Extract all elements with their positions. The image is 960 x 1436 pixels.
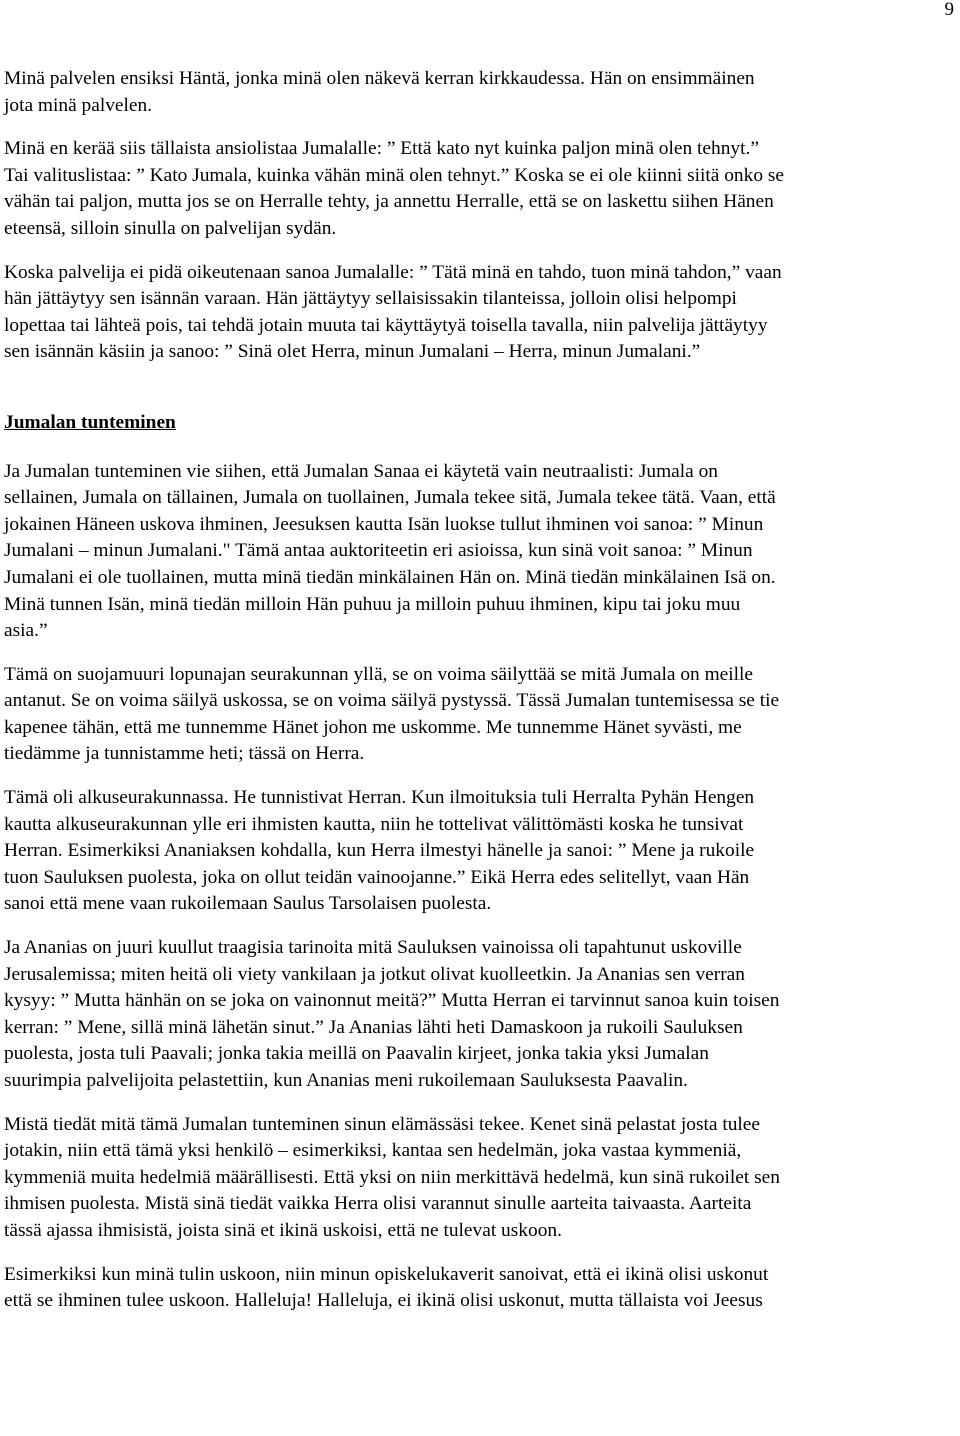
paragraph — [4, 935, 956, 1095]
text-line: lopettaa tai lähteä pois, tai tehdä jotain muuta tai käyttäytyä toisella tavalla, niin palvelija jättäytyy — [4, 314, 768, 336]
paragraph — [4, 136, 956, 242]
text-line: Jumalani ei ole tuollainen, mutta minä tiedän minkälainen Hän on. Minä tiedän minkälainen Isä on. — [4, 566, 776, 588]
text-line: Tai valituslistaa: ” Kato Jumala, kuinka vähän minä olen tehnyt.” Koska se ei ole kiinni siitä onko se — [4, 164, 785, 186]
paragraph — [4, 260, 956, 366]
text-line: tiedämme ja tunnistamme heti; tässä on Herra. — [4, 743, 365, 765]
text-line: sanoi että mene vaan rukoilemaan Saulus Tarsolaisen puolesta. — [4, 893, 492, 915]
text-line: Esimerkiksi kun minä tulin uskoon, niin minun opiskelukaverit sanoivat, että ei ikinä olisi uskonut — [4, 1263, 769, 1285]
text-line: jota minä palvelen. — [4, 94, 153, 116]
text-line: jokainen Häneen uskova ihminen, Jeesuksen kautta Isän luokse tullut ihminen voi sanoa: ” Minun — [4, 513, 764, 535]
paragraph — [4, 459, 956, 645]
text-line: eteensä, silloin sinulla on palvelijan sydän. — [4, 217, 337, 239]
text-line: jotakin, niin että tämä yksi henkilö – esimerkiksi, kantaa sen hedelmän, joka vastaa kymmeniä, — [4, 1140, 742, 1162]
text-line: Minä palvelen ensiksi Häntä, jonka minä olen näkevä kerran kirkkaudessa. Hän on ensimmäinen — [4, 68, 755, 89]
text-line: sen isännän käsiin ja sanoo: ” Sinä olet Herra, minun Jumalani – Herra, minun Jumalani.” — [4, 341, 701, 363]
text-line: sellainen, Jumala on tällainen, Jumala on tuollainen, Jumala tekee sitä, Jumala tekee tätä. Vaan, että — [4, 487, 776, 509]
text-line: Jumalani – minun Jumalani." Tämä antaa auktoriteetin eri asioissa, kun sinä voit sanoa: ” Minun — [4, 540, 753, 562]
text-line: Minä en kerää siis tällaista ansiolistaa Jumalalle: ” Että kato nyt kuinka paljon minä olen tehnyt.” — [4, 138, 759, 160]
text-line: asia.” — [4, 620, 48, 642]
text-line: Minä tunnen Isän, minä tiedän milloin Hän puhuu ja milloin puhuu ihminen, kipu tai joku muu — [4, 593, 741, 615]
text-line: kysyy: ” Mutta hänhän on se joka on vainonnut meitä?” Mutta Herran ei tarvinnut sanoa kuin toisen — [4, 990, 780, 1012]
paragraph — [4, 1112, 956, 1245]
text-line: tässä ajassa ihmisistä, joista sinä et ikinä uskoisi, että ne tulevat uskoon. — [4, 1219, 562, 1241]
text-line: Ja Ananias on juuri kuullut traagisia tarinoita mitä Sauluksen vainoissa oli tapahtunut uskoville — [4, 937, 742, 959]
text-line: Herran. Esimerkiksi Ananiaksen kohdalla, kun Herra ilmestyi hänelle ja sanoi: ” Mene ja rukoile — [4, 840, 755, 862]
text-line: Ja Jumalan tunteminen vie siihen, että Jumalan Sanaa ei käytetä vain neutraalisti: Jumala on — [4, 460, 719, 482]
text-line: kautta alkuseurakunnan ylle eri ihmisten kautta, niin he tottelivat välittömästi koska he tunsivat — [4, 813, 744, 835]
page-number: 9 — [944, 0, 954, 20]
text-line: kymmeniä muita hedelmiä määrällisesti. Että yksi on niin merkittävä hedelmä, kun sinä rukoilet sen — [4, 1166, 780, 1188]
text-line: kerran: ” Mene, sillä minä lähetän sinut.” Ja Ananias lähti heti Damaskoon ja rukoili Sauluksen — [4, 1016, 743, 1038]
text-line: hän jättäytyy sen isännän varaan. Hän jättäytyy sellaisissakin tilanteissa, jolloin olisi helpompi — [4, 288, 737, 310]
text-line: antanut. Se on voima säilyä uskossa, se on voima säilyä pystyssä. Tässä Jumalan tuntemisessa se tie — [4, 690, 780, 712]
paragraph — [4, 66, 956, 119]
paragraph — [4, 785, 956, 918]
text-line: kapenee tähän, että me tunnemme Hänet johon me uskomme. Me tunnemme Hänet syvästi, me — [4, 716, 742, 738]
text-line: Tämä oli alkuseurakunnassa. He tunnistivat Herran. Kun ilmoituksia tuli Herralta Pyhän Hengen — [4, 787, 755, 809]
text-line: suurimpia palvelijoita pelastettiin, kun Ananias meni rukoilemaan Sauluksesta Paavalin. — [4, 1070, 688, 1091]
text-line: ihmisen puolesta. Mistä sinä tiedät vaikka Herra olisi varannut sinulle aarteita taivaasta. Aarteita — [4, 1193, 752, 1215]
text-line: puolesta, josta tuli Paavali; jonka takia meillä on Paavalin kirjeet, jonka takia yksi Jumalan — [4, 1043, 709, 1065]
text-line: että se ihminen tulee uskoon. Halleluja! Halleluja, ei ikinä olisi uskonut, mutta tällaista voi Jeesus — [4, 1290, 763, 1312]
paragraph — [4, 662, 956, 768]
section-heading: Jumalan tunteminen — [4, 411, 176, 433]
text-line: tuon Sauluksen puolesta, joka on ollut teidän vainoojanne.” Eikä Herra edes selitellyt, vaan Hän — [4, 866, 750, 888]
document-body — [4, 66, 956, 1332]
text-line: vähän tai paljon, mutta jos se on Herralle tehty, ja annettu Herralle, että se on laskettu siihen Hänen — [4, 191, 774, 213]
text-line: Koska palvelija ei pidä oikeutenaan sanoa Jumalalle: ” Tätä minä en tahdo, tuon minä tahdon,” vaan — [4, 261, 782, 283]
text-line: Jerusalemissa; miten heitä oli viety vankilaan ja jotkut olivat kuolleetkin. Ja Ananias sen verran — [4, 963, 745, 985]
text-line: Mistä tiedät mitä tämä Jumalan tunteminen sinun elämässäsi tekee. Kenet sinä pelastat josta tulee — [4, 1113, 761, 1135]
paragraph — [4, 1262, 956, 1315]
text-line: Tämä on suojamuuri lopunajan seurakunnan yllä, se on voima säilyttää se mitä Jumala on meille — [4, 663, 754, 685]
